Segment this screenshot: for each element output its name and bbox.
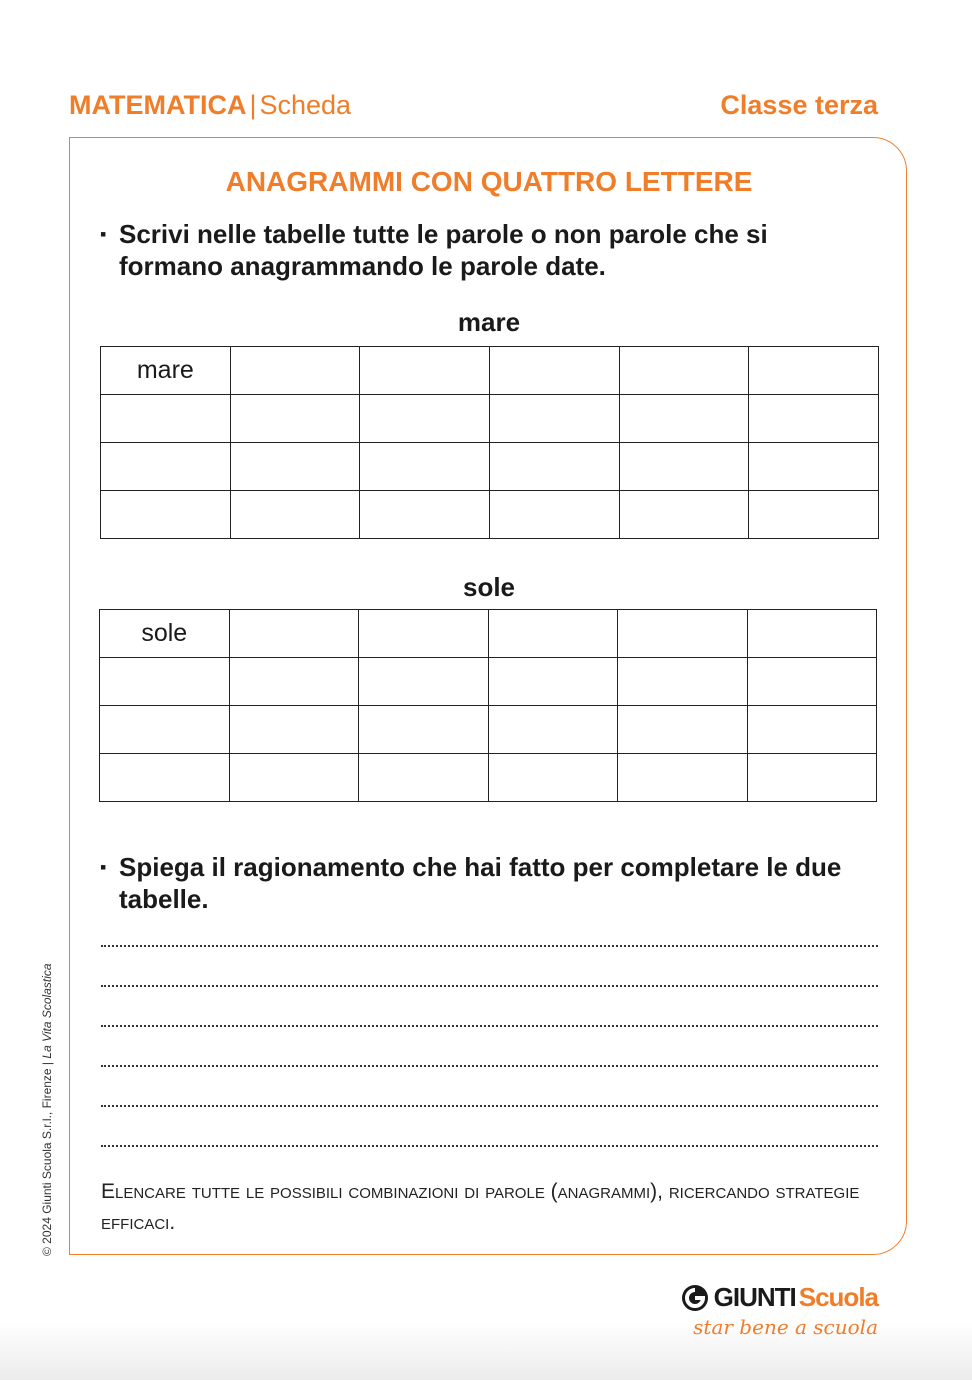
table-cell[interactable] — [747, 610, 877, 658]
table-cell[interactable] — [360, 395, 490, 443]
table-cell[interactable] — [101, 443, 231, 491]
header-subject — [69, 90, 351, 121]
class-label: Classe terza — [720, 90, 878, 120]
table-row — [100, 754, 877, 802]
table-row — [100, 610, 877, 658]
table-cell[interactable] — [100, 658, 230, 706]
table-cell[interactable] — [619, 491, 749, 539]
logo-tagline: star bene a scuola — [693, 1315, 878, 1339]
table-cell[interactable] — [489, 395, 619, 443]
instruction-1-text: Scrivi nelle tabelle tutte le parole o non parole che si formano anagrammando le parole date. — [119, 219, 768, 281]
table-cell[interactable]: sole — [100, 610, 230, 658]
table-cell[interactable] — [100, 754, 230, 802]
table-cell[interactable] — [488, 658, 618, 706]
table-cell[interactable]: mare — [101, 347, 231, 395]
table-row — [100, 658, 877, 706]
table-cell[interactable] — [618, 610, 748, 658]
table-cell[interactable] — [230, 491, 360, 539]
answer-line[interactable] — [101, 945, 878, 947]
table-row — [100, 706, 877, 754]
sheet-type-label: Scheda — [259, 90, 352, 120]
copyright-text: © 2024 Giunti Scuola S.r.l., Firenze | — [40, 1058, 54, 1256]
table-cell[interactable] — [230, 395, 360, 443]
table-cell[interactable] — [489, 443, 619, 491]
instruction-1 — [100, 218, 860, 282]
table-cell[interactable] — [359, 754, 489, 802]
table-cell[interactable] — [618, 706, 748, 754]
answer-line[interactable] — [101, 1145, 878, 1147]
table-cell[interactable] — [488, 754, 618, 802]
table-cell[interactable] — [619, 347, 749, 395]
table-row — [101, 347, 879, 395]
table-cell[interactable] — [229, 706, 359, 754]
answer-lines — [101, 945, 878, 1185]
table-cell[interactable] — [229, 610, 359, 658]
worksheet-title: ANAGRAMMI CON QUATTRO LETTERE — [225, 166, 753, 197]
logo-brand-accent: Scuola — [798, 1282, 878, 1312]
table-cell[interactable] — [618, 754, 748, 802]
table-cell[interactable] — [488, 706, 618, 754]
table-cell[interactable] — [489, 491, 619, 539]
table-cell[interactable] — [619, 395, 749, 443]
table-cell[interactable] — [101, 395, 231, 443]
table-heading-sole: sole — [462, 572, 516, 602]
table-row — [101, 491, 879, 539]
table-cell[interactable] — [749, 443, 879, 491]
learning-objective: Elencare tutte le possibili combinazioni di parole (anagrammi), ricercando strategie efficaci. — [101, 1180, 860, 1234]
table-cell[interactable] — [489, 347, 619, 395]
anagram-table-sole — [99, 609, 877, 802]
table-cell[interactable] — [230, 347, 360, 395]
table-cell[interactable] — [101, 491, 231, 539]
table-cell[interactable] — [229, 658, 359, 706]
table-cell[interactable] — [360, 443, 490, 491]
anagram-table-mare — [100, 346, 879, 539]
answer-line[interactable] — [101, 1105, 878, 1107]
table-cell[interactable] — [229, 754, 359, 802]
subject-label: MATEMATICA — [69, 90, 247, 120]
header-separator: | — [249, 90, 257, 120]
answer-line[interactable] — [101, 1025, 878, 1027]
answer-line[interactable] — [101, 985, 878, 987]
table-cell[interactable] — [360, 491, 490, 539]
table-cell[interactable] — [747, 754, 877, 802]
answer-line[interactable] — [101, 1065, 878, 1067]
giunti-scuola-logo — [680, 1282, 878, 1339]
table-row — [101, 395, 879, 443]
bullet-icon: ▪ — [100, 857, 107, 877]
giunti-logo-icon — [680, 1283, 710, 1313]
table-cell[interactable] — [749, 395, 879, 443]
table-cell[interactable] — [230, 443, 360, 491]
table-row — [101, 443, 879, 491]
table-cell[interactable] — [619, 443, 749, 491]
table-cell[interactable] — [618, 658, 748, 706]
instruction-2 — [100, 851, 860, 915]
table-cell[interactable] — [100, 706, 230, 754]
table-heading-mare: mare — [457, 307, 521, 337]
table-cell[interactable] — [749, 491, 879, 539]
table-cell[interactable] — [488, 610, 618, 658]
logo-brand: GIUNTI — [713, 1282, 796, 1312]
table-cell[interactable] — [359, 658, 489, 706]
table-cell[interactable] — [360, 347, 490, 395]
table-cell[interactable] — [747, 658, 877, 706]
table-cell[interactable] — [359, 610, 489, 658]
bullet-icon: ▪ — [100, 224, 107, 244]
table-cell[interactable] — [359, 706, 489, 754]
instruction-2-text: Spiega il ragionamento che hai fatto per completare le due tabelle. — [119, 852, 842, 914]
copyright-notice — [40, 963, 54, 1256]
table-cell[interactable] — [749, 347, 879, 395]
publication-name: La Vita Scolastica — [40, 963, 54, 1059]
table-cell[interactable] — [747, 706, 877, 754]
